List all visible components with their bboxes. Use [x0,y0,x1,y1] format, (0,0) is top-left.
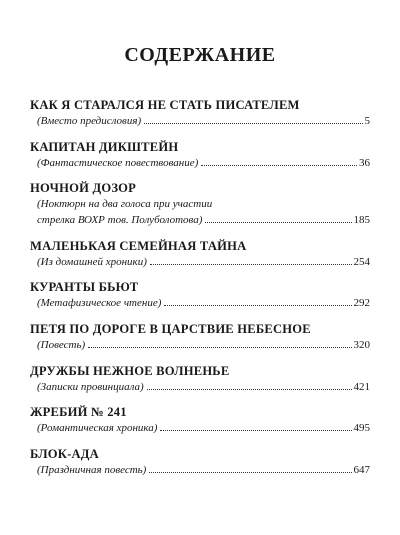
dot-leader [205,222,351,223]
entry-subtitle: (Метафизическое чтение) [37,297,162,309]
toc-entry [30,98,370,129]
toc-entry [30,280,370,311]
toc-entry [30,405,370,436]
entry-title: КАПИТАН ДИКШТЕЙН [30,140,179,154]
entry-subtitle: (Романтическая хроника) [37,422,158,434]
dot-leader [164,305,351,306]
entry-title: КУРАНТЫ БЬЮТ [30,280,139,294]
page-number: 36 [359,157,370,169]
entry-subtitle-line [30,196,370,212]
entry-title: МАЛЕНЬКАЯ СЕМЕЙНАЯ ТАЙНА [30,239,247,253]
page-number: 292 [353,297,370,309]
entry-subtitle: (Фантастическое повествование) [37,157,199,169]
entry-subtitle: (Повесть) [37,339,86,351]
dot-leader [150,264,352,265]
entry-subtitle-line [30,254,370,270]
entry-subtitle: (Записки провинциала) [37,381,144,393]
entry-subtitle-line [30,155,370,171]
entry-title: БЛОК-АДА [30,447,99,461]
toc-entry [30,140,370,171]
dot-leader [149,472,351,473]
dot-leader [201,165,357,166]
page-number: 421 [353,381,370,393]
page-number: 320 [353,339,370,351]
dot-leader [160,430,351,431]
page-number: 5 [364,115,370,127]
entry-title: ЖРЕБИЙ № 241 [30,405,127,419]
entry-subtitle-line [30,212,370,228]
page-title: СОДЕРЖАНИЕ [124,44,276,66]
toc-entry [30,447,370,478]
page-number: 647 [353,464,370,476]
entry-subtitle: (Из домашней хроники) [37,256,147,268]
page-number: 254 [353,256,370,268]
entry-title: ПЕТЯ ПО ДОРОГЕ В ЦАРСТВИЕ НЕБЕСНОЕ [30,322,311,336]
dot-leader [147,389,352,390]
dot-leader [88,347,351,348]
entry-title: ДРУЖБЫ НЕЖНОЕ ВОЛНЕНЬЕ [30,364,230,378]
toc-entry [30,364,370,395]
entry-subtitle-line [30,295,370,311]
toc-entry [30,239,370,270]
entry-subtitle-line [30,462,370,478]
entry-subtitle-line [30,379,370,395]
entry-subtitle-line [30,420,370,436]
page-number: 495 [353,422,370,434]
entry-subtitle: (Вместо предисловия) [37,115,142,127]
dot-leader [144,123,362,124]
entry-subtitle-line [30,113,370,129]
toc-entry [30,181,370,228]
entry-subtitle: (Ноктюрн на два голоса при участии [37,198,213,210]
entry-title: КАК Я СТАРАЛСЯ НЕ СТАТЬ ПИСАТЕЛЕМ [30,98,300,112]
toc-entry [30,322,370,353]
entry-subtitle: (Праздничная повесть) [37,464,147,476]
page-number: 185 [353,214,370,226]
entry-subtitle: стрелка ВОХР тов. Полуболотова) [37,214,203,226]
entry-title: НОЧНОЙ ДОЗОР [30,181,137,195]
entry-subtitle-line [30,337,370,353]
